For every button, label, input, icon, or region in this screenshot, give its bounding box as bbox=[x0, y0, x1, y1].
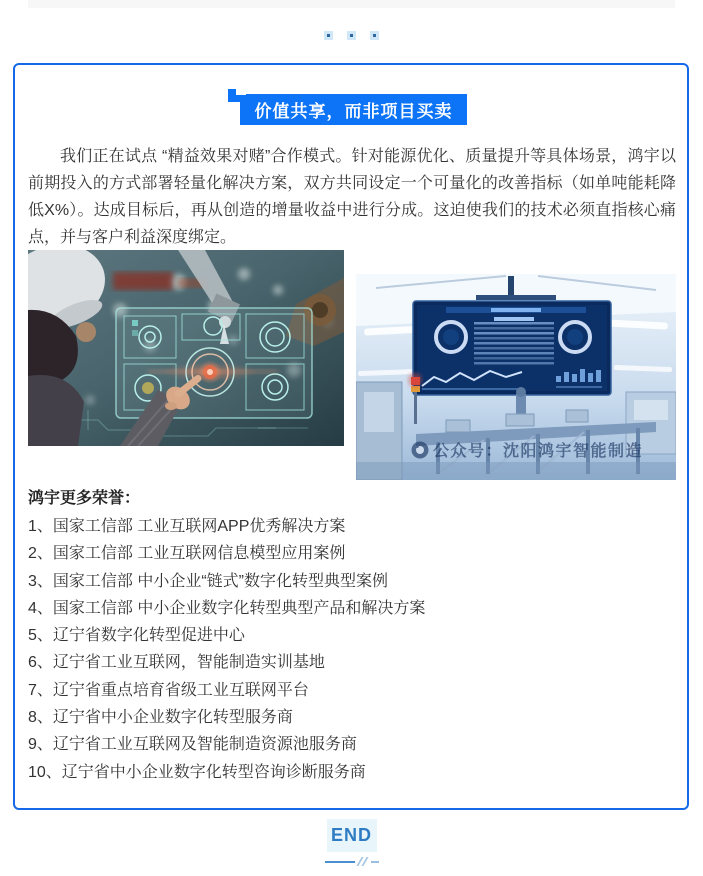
section-title-banner bbox=[240, 94, 467, 125]
banner-corner-notch-icon bbox=[236, 85, 246, 95]
honor-item: 8、辽宁省中小企业数字化转型服务商 bbox=[28, 709, 293, 727]
divider-dot-icon bbox=[347, 31, 356, 40]
end-divider-icon bbox=[325, 857, 379, 866]
section-divider-dots bbox=[0, 31, 703, 40]
divider-dot-icon bbox=[370, 31, 379, 40]
honor-item: 1、国家工信部 工业互联网APP优秀解决方案 bbox=[28, 518, 346, 535]
honors-section bbox=[28, 485, 676, 786]
hologram-touch-factory-image[interactable] bbox=[28, 250, 344, 446]
honor-item: 10、辽宁省中小企业数字化转型咨询诊断服务商 bbox=[28, 763, 366, 781]
divider-dot-icon bbox=[324, 31, 333, 40]
content-card bbox=[13, 63, 689, 810]
honor-item: 7、辽宁省重点培育省级工业互联网平台 bbox=[28, 681, 309, 699]
end-label: END bbox=[330, 825, 372, 845]
honors-title: 鸿宇更多荣誉： bbox=[28, 490, 141, 507]
honor-item: 4、国家工信部 中小企业数字化转型典型产品和解决方案 bbox=[28, 599, 426, 617]
watermark-group bbox=[412, 441, 644, 460]
previous-section-edge bbox=[28, 0, 675, 8]
article-paragraph: 我们正在试点 “精益效果对赌”合作模式。针对能源优化、质量提升等具体场景，鸿宇以前期投入的方式部署轻量化解决方案，双方共同设定一个可量化的改善指标（如单吨能耗降低X%）。达成目标后，再从创造的增量收益中进行分成。这迫使我们的技术必须直指核心痛点，并与客户利益深度绑定。 bbox=[28, 148, 676, 246]
honor-item: 9、辽宁省工业互联网及智能制造资源池服务商 bbox=[28, 736, 357, 754]
honor-item: 5、辽宁省数字化转型促进中心 bbox=[28, 627, 245, 645]
honor-item: 2、国家工信部 工业互联网信息模型应用案例 bbox=[28, 545, 346, 563]
end-marker bbox=[327, 819, 377, 852]
honor-item: 3、国家工信部 中小企业“链式”数字化转型典型案例 bbox=[28, 572, 389, 590]
image-watermark: 公众号：沈阳鸿宇智能制造 bbox=[433, 443, 644, 460]
section-title: 价值共享，而非项目买卖 bbox=[254, 102, 453, 121]
honor-item: 6、辽宁省工业互联网，智能制造实训基地 bbox=[28, 654, 325, 672]
smart-factory-dashboard-image[interactable] bbox=[356, 274, 676, 480]
